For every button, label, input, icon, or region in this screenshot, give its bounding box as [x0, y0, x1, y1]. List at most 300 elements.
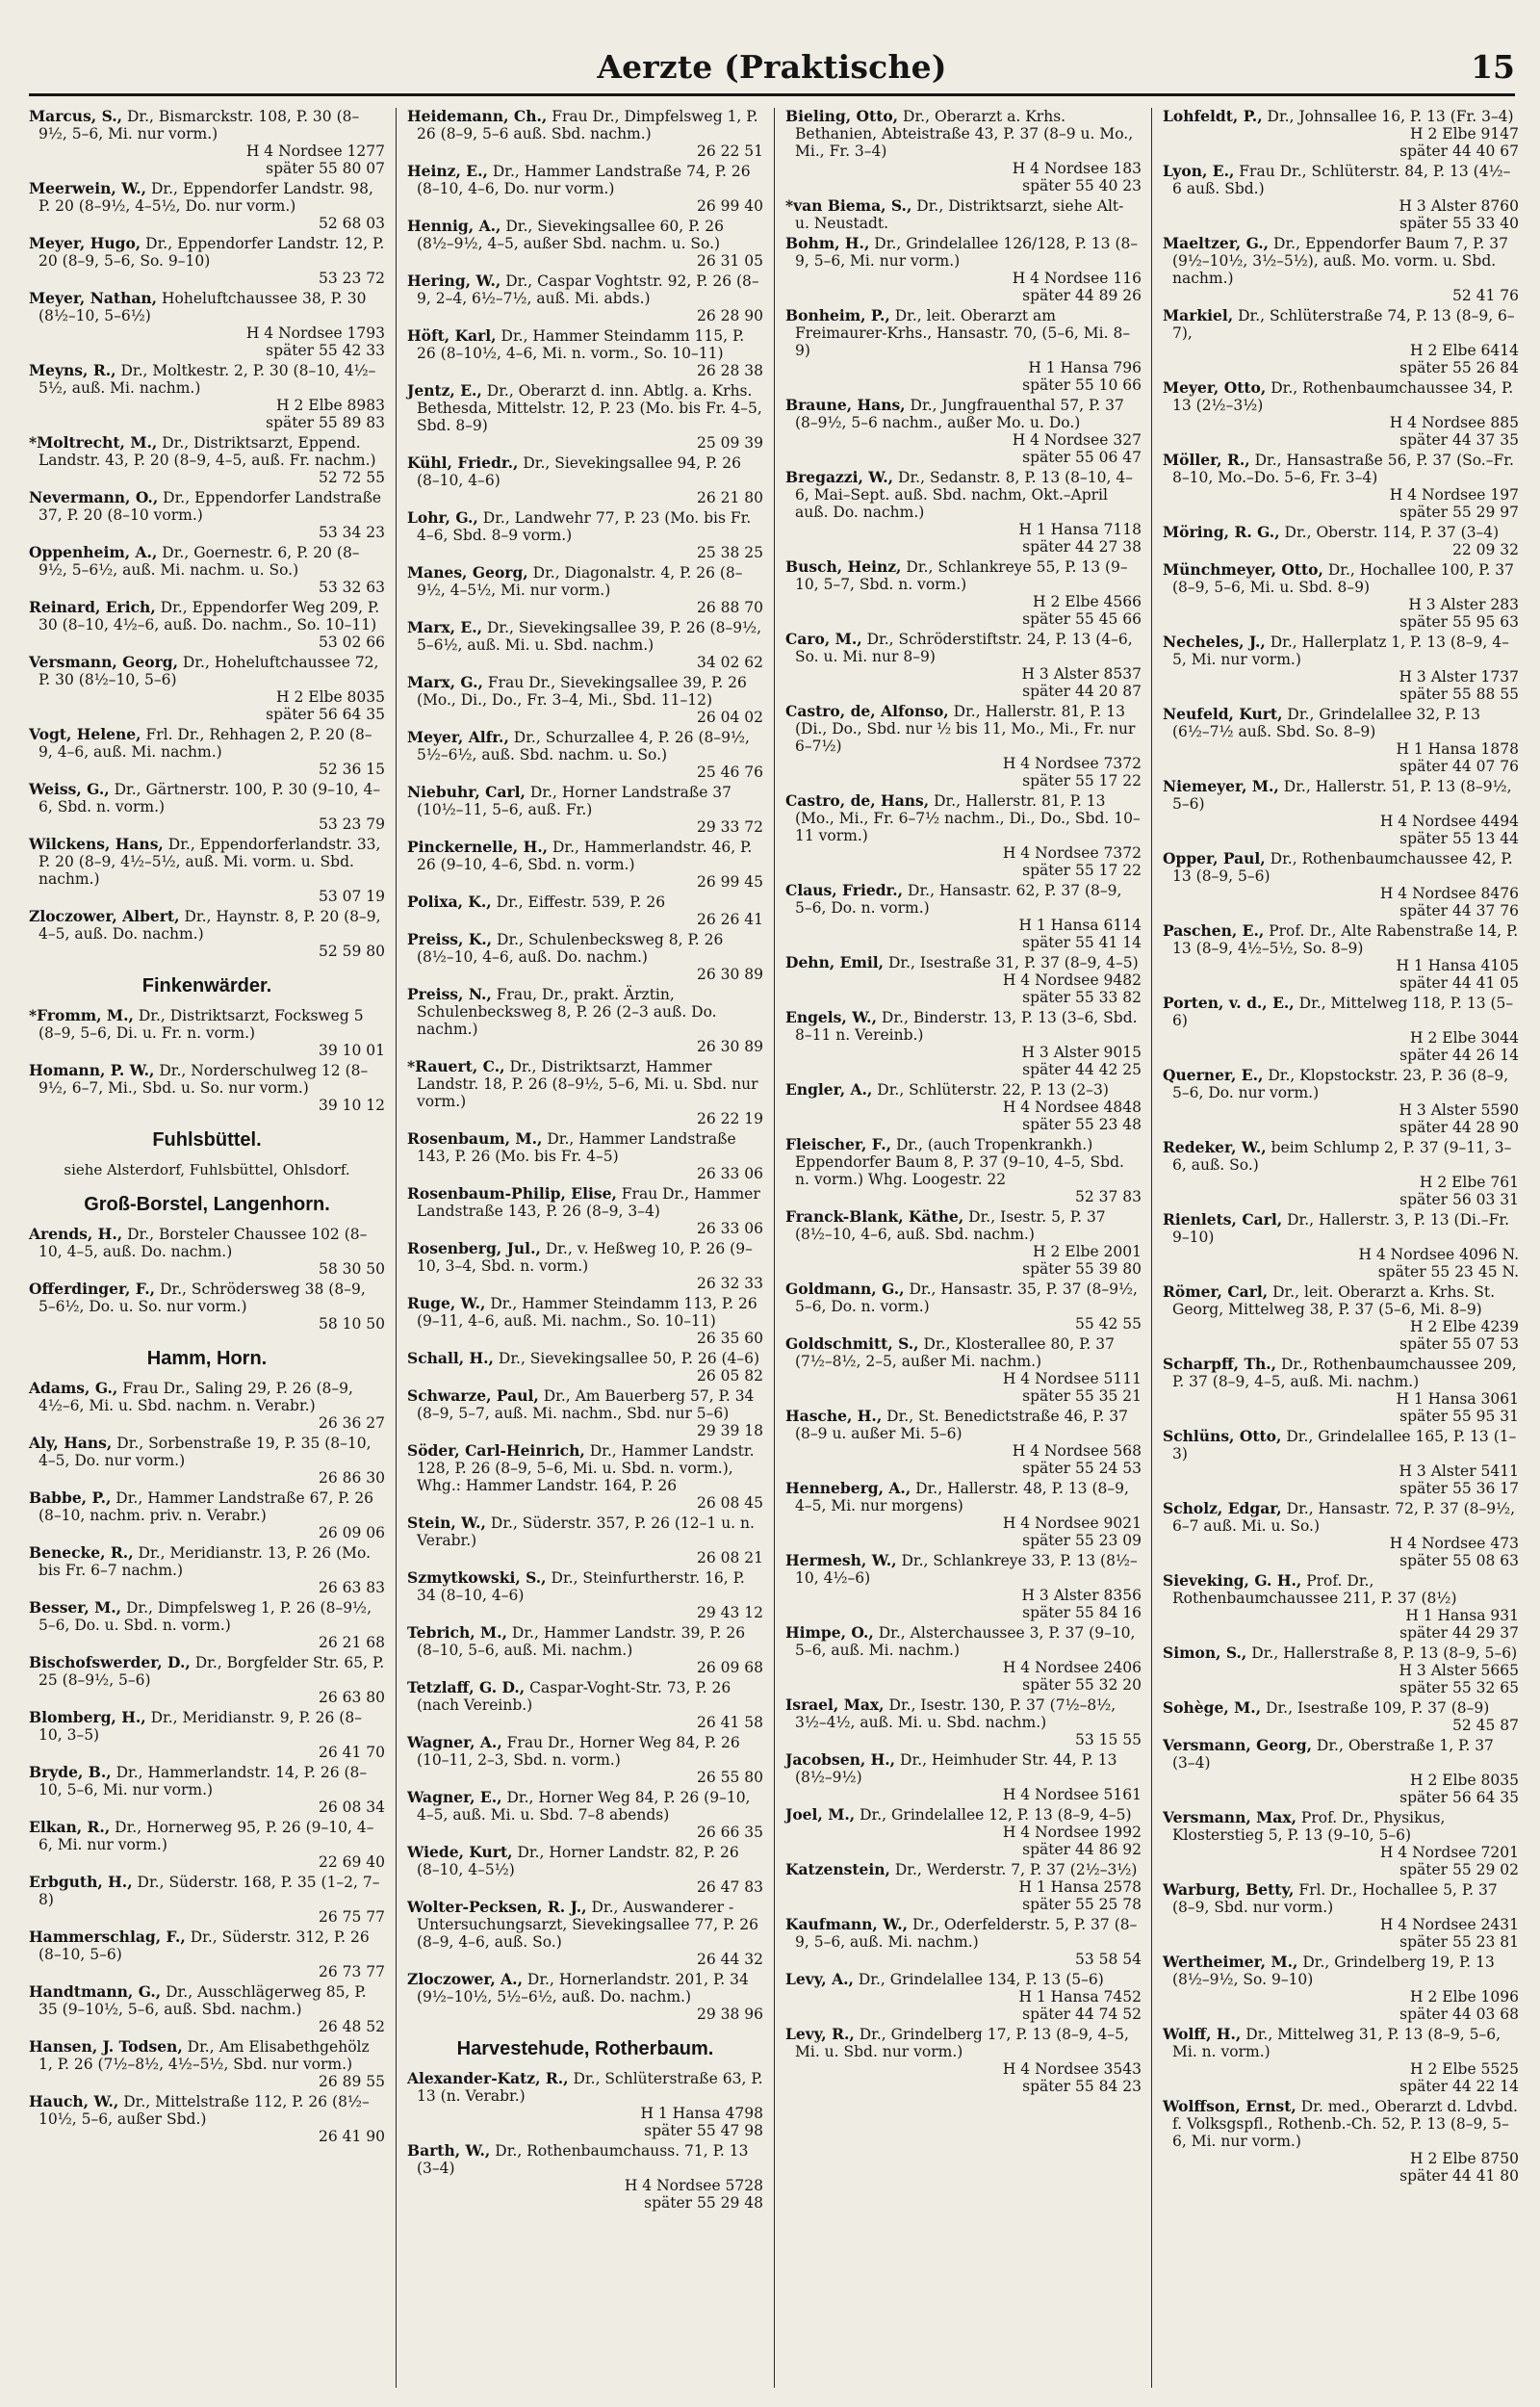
- practice-details: Dr., Grindelallee 32, P. 13 (6½–7½ auß. Sbd. So. 8–9): [1172, 706, 1485, 740]
- practice-details: Dr., Isestraße 109, P. 37 (8–9): [1266, 1699, 1490, 1717]
- physician-name: Henneberg, A.,: [785, 1479, 911, 1497]
- physician-name: Versmann, Georg,: [29, 653, 178, 671]
- directory-entry: [785, 1552, 1142, 1621]
- phone-number: 26 32 33: [696, 1275, 763, 1292]
- practice-details: Dr., Schurzallee 4, P. 26 (8–9½, 5½–6½, auß. Sbd. nachm. u. So.): [417, 729, 755, 764]
- practice-details: Dr., Grindelallee 165, P. 13 (1–3): [1172, 1428, 1517, 1462]
- phone-number: später 55 36 17: [1399, 1480, 1519, 1497]
- physician-name: Preiss, K.,: [407, 930, 493, 948]
- phone-number: später 44 27 38: [1022, 538, 1142, 556]
- phone-number: H 1 Hansa 1878: [1396, 740, 1519, 758]
- phone-number: später 55 13 44: [1399, 830, 1519, 847]
- phone-number: H 2 Elbe 8750: [1410, 2150, 1519, 2167]
- physician-name: Wolter-Pecksen, R. J.,: [407, 1898, 587, 1916]
- practice-details: Dr., Moltkestr. 2, P. 30 (8–10, 4½–5½, auß. Mi. nachm.): [38, 362, 376, 397]
- practice-details: Dr., Hammer Landstraße 67, P. 26 (8–10, nachm. priv. n. Verabr.): [38, 1489, 378, 1524]
- section-heading: Finkenwärder.: [141, 975, 272, 996]
- phone-number: später 55 95 63: [1399, 613, 1519, 631]
- physician-name: Hauch, W.,: [29, 2092, 119, 2110]
- practice-details: Dr., Schlankreye 55, P. 13 (9–10, 5–7, Sbd. n. vorm.): [795, 558, 1128, 593]
- directory-entry: [29, 1435, 385, 1487]
- phone-number: H 4 Nordsee 568: [1012, 1442, 1142, 1460]
- physician-name: Marx, E.,: [407, 618, 483, 636]
- directory-entry: [785, 1408, 1142, 1477]
- physician-name: Bregazzi, W.,: [785, 468, 894, 486]
- phone-number: später 55 06 47: [1022, 449, 1142, 466]
- column-divider: [1151, 108, 1152, 2388]
- directory-entry: [1163, 452, 1519, 521]
- practice-details: Dr., Am Bauerberg 57, P. 34 (8–9, 5–7, auß. Mi. nachm., Sbd. nur 5–6): [417, 1387, 759, 1422]
- practice-details: Dr., Rothenbaumchaussee 42, P. 13 (8–9, 5–6): [1172, 850, 1518, 885]
- phone-number: H 1 Hansa 2578: [1018, 1878, 1142, 1896]
- practice-details: Frl. Dr., Hochallee 5, P. 37 (8–9, Sbd. nur vorm.): [1172, 1881, 1502, 1916]
- directory-entry: [407, 1058, 763, 1127]
- physician-name: Möring, R. G.,: [1163, 523, 1280, 541]
- phone-number: später 44 41 05: [1399, 974, 1519, 992]
- practice-details: Dr., Schlüterstr. 22, P. 13 (2–3): [877, 1081, 1109, 1099]
- phone-number: 53 07 19: [318, 888, 385, 905]
- practice-details: Dr., Steinfurtherstr. 16, P. 34 (8–10, 4–6): [417, 1569, 750, 1604]
- practice-details: Dr., Hammer Landstr. 39, P. 26 (8–10, 5–6, auß. Mi. nachm.): [417, 1624, 751, 1659]
- practice-details: Dr., Schulenbecksweg 8, P. 26 (8½–10, 4–6, auß. Do. nachm.): [417, 931, 729, 966]
- phone-number: 52 72 55: [318, 469, 385, 486]
- phone-number: H 2 Elbe 8035: [1410, 1772, 1519, 1789]
- practice-details: Dr., leit. Oberarzt a. Krhs. St. Georg, Mittelweg 38, P. 37 (5–6, Mi. 8–9): [1172, 1283, 1500, 1318]
- practice-details: Dr., Mittelweg 31, P. 13 (8–9, 5–6, Mi. n. vorm.): [1172, 2026, 1505, 2060]
- phone-number: später 44 03 68: [1399, 2006, 1519, 2023]
- physician-name: Hennig, A.,: [407, 217, 501, 235]
- phone-number: später 55 39 80: [1022, 1260, 1142, 1278]
- physician-name: Neufeld, Kurt,: [1163, 705, 1283, 723]
- phone-number: 26 88 70: [696, 599, 763, 616]
- directory-entry: [29, 599, 385, 651]
- directory-entry: [785, 882, 1142, 951]
- phone-number: später 55 29 97: [1399, 504, 1519, 521]
- phone-number: H 4 Nordsee 9482: [1002, 971, 1142, 989]
- phone-number: H 4 Nordsee 5111: [1002, 1370, 1142, 1387]
- practice-details: Dr., Eppendorferlandstr. 33, P. 20 (8–9, 4½–5½, auß. Mi. vorm. u. Sbd. nachm.): [38, 836, 386, 888]
- physician-name: Goldmann, G.,: [785, 1280, 905, 1298]
- phone-number: H 1 Hansa 3061: [1396, 1390, 1519, 1408]
- physician-name: Kühl, Friedr.,: [407, 453, 519, 472]
- phone-number: 52 45 87: [1451, 1717, 1519, 1734]
- physician-name: Meyer, Alfr.,: [407, 728, 509, 746]
- physician-name: Manes, Georg,: [407, 563, 528, 582]
- physician-name: Meyer, Otto,: [1163, 378, 1267, 397]
- directory-entry: [407, 1350, 763, 1385]
- phone-number: H 2 Elbe 5525: [1410, 2060, 1519, 2078]
- physician-name: Rosenberg, Jul.,: [407, 1239, 541, 1257]
- directory-columns: [29, 107, 1524, 2388]
- physician-name: Hering, W.,: [407, 272, 501, 290]
- physician-name: Bischofswerder, D.,: [29, 1653, 191, 1671]
- phone-number: 55 42 55: [1074, 1315, 1142, 1333]
- physician-name: Claus, Friedr.,: [785, 881, 904, 899]
- phone-number: 52 68 03: [318, 215, 385, 232]
- phone-number: später 55 32 20: [1022, 1676, 1142, 1694]
- directory-entry: [29, 1709, 385, 1761]
- phone-number: H 4 Nordsee 5161: [1002, 1786, 1142, 1803]
- phone-number: 39 10 01: [318, 1042, 385, 1059]
- phone-number: später 55 35 21: [1022, 1387, 1142, 1405]
- phone-number: H 4 Nordsee 1992: [1002, 1824, 1142, 1841]
- phone-number: 26 36 27: [318, 1414, 385, 1432]
- practice-details: Dr., Gärtnerstr. 100, P. 30 (9–10, 4–6, Sbd. n. vorm.): [38, 781, 381, 815]
- practice-details: Dr., (auch Tropenkrankh.) Eppendorfer Baum 8, P. 37 (9–10, 4–5, Sbd. n. vorm.) Whg. Loogestr. 22: [795, 1136, 1129, 1188]
- physician-name: Hansen, J. Todsen,: [29, 2037, 183, 2056]
- physician-name: Franck-Blank, Käthe,: [785, 1207, 964, 1226]
- phone-number: später 55 23 45 N.: [1377, 1263, 1519, 1281]
- phone-number: 26 55 80: [696, 1769, 763, 1786]
- practice-details: Frau Dr., Dimpfelsweg 1, P. 26 (8–9, 5–6 auß. Sbd. nachm.): [417, 108, 763, 142]
- practice-details: Dr., Rothenbaumchaussee 34, P. 13 (2½–3½): [1172, 379, 1519, 414]
- physician-name: Stein, W.,: [407, 1514, 486, 1532]
- physician-name: Lyon, E.,: [1163, 162, 1235, 180]
- physician-name: Tetzlaff, G. D.,: [407, 1678, 526, 1696]
- physician-name: Nevermann, O.,: [29, 488, 159, 506]
- practice-details: Dr., Grindelberg 17, P. 13 (8–9, 4–5, Mi. u. Sbd. nur vorm.): [795, 2026, 1134, 2060]
- phone-number: H 2 Elbe 8035: [276, 688, 385, 706]
- practice-details: Dr., Hammer Landstraße 143, P. 26 (Mo. bis Fr. 4–5): [417, 1130, 741, 1165]
- practice-details: Dr., Schlüterstraße 63, P. 13 (n. Verabr.): [417, 2070, 768, 2105]
- physician-name: Zloczower, Albert,: [29, 907, 180, 925]
- practice-details: Dr., Eiffestr. 539, P. 26: [496, 893, 666, 911]
- practice-details: Dr., Jungfrauenthal 57, P. 37 (8–9½, 5–6 nachm., außer Mo. u. Do.): [795, 397, 1129, 431]
- phone-number: später 55 10 66: [1022, 376, 1142, 394]
- physician-name: Versmann, Georg,: [1163, 1736, 1312, 1754]
- physician-name: Hasche, H.,: [785, 1407, 883, 1425]
- phone-number: 26 48 52: [318, 2018, 385, 2035]
- phone-number: H 3 Alster 5590: [1399, 1101, 1519, 1119]
- physician-name: Hammerschlag, F.,: [29, 1928, 186, 1946]
- directory-entry: [785, 235, 1142, 304]
- phone-number: später 55 29 02: [1399, 1861, 1519, 1878]
- phone-number: 26 89 55: [318, 2073, 385, 2090]
- practice-details: Caspar-Voght-Str. 73, P. 26 (nach Vereinb.): [417, 1679, 736, 1714]
- physician-name: Blomberg, H.,: [29, 1708, 146, 1726]
- directory-entry: [785, 1335, 1142, 1405]
- physician-name: Joel, M.,: [785, 1805, 856, 1824]
- phone-number: 26 30 89: [696, 966, 763, 983]
- practice-details: Dr., Hoheluftchaussee 72, P. 30 (8½–10, 5–6): [38, 654, 384, 688]
- phone-number: H 2 Elbe 4239: [1410, 1318, 1519, 1335]
- physician-name: Besser, M.,: [29, 1598, 122, 1617]
- practice-details: Dr., Hammerlandstr. 14, P. 26 (8–10, 5–6, Mi. nur vorm.): [38, 1764, 368, 1799]
- practice-details: Dr., Eppendorfer Weg 209, P. 30 (8–10, 4½–6, auß. Do. nachm., So. 10–11): [38, 599, 385, 634]
- phone-number: 26 41 58: [696, 1714, 763, 1731]
- phone-number: später 44 86 92: [1022, 1841, 1142, 1858]
- directory-entry: [1163, 1644, 1519, 1696]
- directory-entry: [29, 234, 390, 287]
- phone-number: H 4 Nordsee 5728: [624, 2177, 763, 2194]
- physician-name: Goldschmitt, S.,: [785, 1334, 919, 1353]
- physician-name: Preiss, N.,: [407, 985, 492, 1003]
- header-rule: [29, 93, 1515, 96]
- directory-entry: [1163, 1699, 1519, 1734]
- directory-entry: [407, 1185, 763, 1237]
- directory-entry: [785, 397, 1142, 466]
- physician-name: Handtmann, G.,: [29, 1982, 162, 2001]
- directory-entry: [407, 564, 763, 616]
- phone-number: 26 63 80: [318, 1689, 385, 1706]
- practice-details: Dr., Hansastr. 72, P. 37 (8–9½, 6–7 auß. Mi. u. So.): [1172, 1500, 1521, 1535]
- directory-entry: [29, 1062, 385, 1114]
- practice-details: Dr., Sievekingsallee 39, P. 26 (8–9½, 5–6½, auß. Mi. u. Sbd. nachm.): [417, 619, 766, 654]
- physician-name: Hermesh, W.,: [785, 1551, 897, 1569]
- directory-entry: [785, 469, 1142, 556]
- directory-entry: [1163, 995, 1519, 1064]
- practice-details: Dr., Alsterchaussee 3, P. 37 (9–10, 5–6, auß. Mi. nachm.): [795, 1624, 1141, 1659]
- physician-name: Reinard, Erich,: [29, 598, 156, 616]
- physician-name: Barth, W.,: [407, 2141, 491, 2160]
- physician-name: Bohm, H.,: [785, 234, 870, 252]
- phone-number: 29 33 72: [696, 818, 763, 836]
- physician-name: Bonheim, P.,: [785, 306, 890, 324]
- practice-details: Dr., Hallerstr. 48, P. 13 (8–9, 4–5, Mi. nur morgens): [795, 1480, 1134, 1514]
- directory-entry: [1163, 1355, 1522, 1425]
- directory-entry: [1163, 706, 1519, 775]
- phone-number: H 2 Elbe 4566: [1033, 593, 1142, 610]
- physician-name: Maeltzer, G.,: [1163, 234, 1270, 252]
- phone-number: H 4 Nordsee 2431: [1379, 1916, 1519, 1933]
- phone-number: später 56 03 31: [1399, 1191, 1519, 1208]
- physician-name: Kaufmann, W.,: [785, 1915, 909, 1933]
- directory-entry: [29, 489, 385, 541]
- phone-number: H 4 Nordsee 885: [1389, 414, 1519, 431]
- directory-entry: [1163, 1500, 1519, 1569]
- directory-entry: [1163, 108, 1519, 160]
- directory-entry: [1163, 1067, 1519, 1136]
- directory-entry: [407, 1734, 763, 1786]
- section-heading: Harvestehude, Rotherbaum.: [456, 2038, 714, 2059]
- phone-number: 26 28 38: [696, 362, 763, 379]
- practice-details: Dr., Mittelstraße 112, P. 26 (8½–10½, 5–6, außer Sbd.): [38, 2093, 370, 2128]
- physician-name: *Fromm, M.,: [29, 1006, 134, 1024]
- practice-details: Dr., Isestr. 5, P. 37 (8½–10, 4–6, auß. Sbd. nachm.): [795, 1208, 1111, 1243]
- physician-name: Warburg, Betty,: [1163, 1880, 1295, 1899]
- directory-entry: [407, 784, 763, 836]
- practice-details: Dr., Hochallee 100, P. 37 (8–9, 5–6, Mi. u. Sbd. 8–9): [1172, 561, 1519, 596]
- phone-number: später 55 23 48: [1022, 1116, 1142, 1133]
- phone-number: H 4 Nordsee 4494: [1379, 813, 1519, 830]
- practice-details: Dr., Borsteler Chaussee 102 (8–10, 4–5, auß. Do. nachm.): [38, 1226, 368, 1260]
- physician-name: Scharpff, Th.,: [1163, 1355, 1277, 1373]
- directory-entry: [29, 1226, 385, 1278]
- phone-number: H 3 Alster 283: [1408, 596, 1519, 613]
- phone-number: 26 08 45: [696, 1494, 763, 1512]
- physician-name: Himpe, O.,: [785, 1623, 874, 1642]
- phone-number: 52 59 80: [318, 943, 385, 960]
- physician-name: Söder, Carl-Heinrich,: [407, 1441, 585, 1460]
- phone-number: H 2 Elbe 2001: [1033, 1243, 1142, 1260]
- phone-number: später 55 84 23: [1022, 2078, 1142, 2095]
- section-note: siehe Alsterdorf, Fuhlsbüttel, Ohlsdorf.: [64, 1161, 350, 1178]
- practice-details: Dr., Sedanstr. 8, P. 13 (8–10, 4–6, Mai–Sept. auß. Sbd. nachm, Okt.–April auß. Do. nachm.): [795, 469, 1133, 521]
- practice-details: Dr., Meridianstr. 13, P. 26 (Mo. bis Fr. 6–7 nachm.): [38, 1544, 375, 1579]
- practice-details: Dr., Eppendorfer Landstr. 12, P. 20 (8–9, 5–6, So. 9–10): [38, 235, 390, 270]
- practice-details: Dr., Diagonalstr. 4, P. 26 (8–9½, 4–5½, Mi. nur vorm.): [417, 564, 743, 599]
- phone-number: H 1 Hansa 7452: [1018, 1988, 1142, 2006]
- phone-number: 26 66 35: [696, 1824, 763, 1841]
- phone-number: später 55 41 14: [1022, 934, 1142, 951]
- phone-number: später 55 89 83: [266, 414, 385, 431]
- directory-entry: [29, 362, 385, 431]
- practice-details: Dr., Horner Landstraße 37 (10½–11, 5–6, auß. Fr.): [417, 784, 736, 818]
- practice-details: Dr., Hornerweg 95, P. 26 (9–10, 4–6, Mi. nur vorm.): [38, 1819, 374, 1853]
- phone-number: 25 09 39: [696, 434, 763, 452]
- physician-name: Oppenheim, A.,: [29, 543, 158, 561]
- physician-name: Pinckernelle, H.,: [407, 838, 549, 856]
- practice-details: Dr., Norderschulweg 12 (8–9½, 6–7, Mi., Sbd. u. So. nur vorm.): [38, 1062, 369, 1097]
- phone-number: H 4 Nordsee 4096 N.: [1358, 1246, 1519, 1263]
- practice-details: Dr., Am Elisabethgehölz 1, P. 26 (7½–8½, 4½–5½, Sbd. nur vorm.): [38, 2038, 374, 2073]
- directory-entry: [1163, 307, 1519, 376]
- directory-entry: [29, 908, 385, 960]
- phone-number: 26 30 89: [696, 1038, 763, 1055]
- physician-name: Offerdinger, F.,: [29, 1280, 156, 1298]
- phone-number: 26 26 41: [696, 911, 763, 928]
- directory-entry: [1163, 1737, 1519, 1806]
- directory-entry: [407, 1971, 763, 2023]
- phone-number: später 55 88 55: [1399, 686, 1519, 703]
- physician-name: Lohr, G.,: [407, 508, 478, 527]
- phone-number: 26 22 51: [696, 142, 763, 160]
- physician-name: Möller, R.,: [1163, 451, 1250, 469]
- phone-number: H 4 Nordsee 116: [1012, 270, 1142, 287]
- directory-entry: [407, 272, 763, 324]
- phone-number: H 4 Nordsee 4848: [1002, 1099, 1142, 1116]
- directory-entry: [1163, 850, 1519, 919]
- phone-number: H 2 Elbe 3044: [1410, 1029, 1519, 1047]
- physician-name: Wolffson, Ernst,: [1163, 2097, 1296, 2115]
- physician-name: Paschen, E.,: [1163, 921, 1265, 940]
- practice-details: Dr., St. Benedictstraße 46, P. 37 (8–9 u. außer Mi. 5–6): [795, 1408, 1133, 1442]
- directory-entry: [29, 434, 385, 486]
- practice-details: Dr., Heimhuder Str. 44, P. 13 (8½–9½): [795, 1751, 1122, 1786]
- phone-number: 26 08 34: [318, 1799, 385, 1816]
- practice-details: Dr., Rothenbaumchaussee 209, P. 37 (8–9, 4–5, auß. Mi. nachm.): [1172, 1356, 1522, 1390]
- practice-details: Dr., v. Heßweg 10, P. 26 (9–10, 3–4, Sbd. n. vorm.): [417, 1240, 753, 1275]
- directory-entry: [1163, 1809, 1519, 1878]
- physician-name: Caro, M.,: [785, 630, 862, 648]
- phone-number: später 55 23 81: [1399, 1933, 1519, 1951]
- phone-number: später 55 29 48: [644, 2194, 763, 2212]
- phone-number: 26 04 02: [696, 709, 763, 726]
- phone-number: später 55 17 22: [1022, 772, 1142, 789]
- practice-details: Dr., Hallerstr. 3, P. 13 (Di.–Fr. 9–10): [1172, 1211, 1514, 1246]
- phone-number: 53 32 63: [318, 579, 385, 596]
- physician-name: Sieveking, G. H.,: [1163, 1571, 1302, 1590]
- column-4: [1163, 107, 1524, 2388]
- phone-number: 26 09 06: [318, 1524, 385, 1541]
- physician-name: Niemeyer, M.,: [1163, 777, 1279, 795]
- directory-entry: [407, 2142, 763, 2212]
- physician-name: Bryde, B.,: [29, 1763, 112, 1781]
- phone-number: 53 02 66: [318, 634, 385, 651]
- directory-entry: [407, 1679, 763, 1731]
- physician-name: Homann, P. W.,: [29, 1061, 155, 1079]
- physician-name: Benecke, R.,: [29, 1543, 134, 1562]
- phone-number: später 44 29 37: [1399, 1624, 1519, 1642]
- practice-details: Frau Dr., Schlüterstr. 84, P. 13 (4½–6 auß. Sbd.): [1172, 163, 1511, 197]
- phone-number: H 1 Hansa 7118: [1018, 521, 1142, 538]
- phone-number: 26 21 68: [318, 1634, 385, 1651]
- physician-name: Meyer, Nathan,: [29, 289, 158, 307]
- practice-details: Dr., Oderfelderstr. 5, P. 37 (8–9, 5–6, auß. Mi. nachm.): [795, 1916, 1138, 1951]
- phone-number: H 2 Elbe 8983: [276, 397, 385, 414]
- practice-details: Dr., Süderstr. 312, P. 26 (8–10, 5–6): [38, 1928, 374, 1963]
- physician-name: Niebuhr, Carl,: [407, 783, 526, 801]
- practice-details: Dr., Horner Landstr. 82, P. 26 (8–10, 4–5½): [417, 1844, 744, 1878]
- physician-name: Israel, Max,: [785, 1695, 885, 1714]
- physician-name: Wagner, A.,: [407, 1733, 502, 1751]
- practice-details: Dr., Johnsallee 16, P. 13 (Fr. 3–4): [1267, 108, 1514, 125]
- practice-details: Dr., Oberstraße 1, P. 37 (3–4): [1172, 1737, 1499, 1772]
- phone-number: 26 33 06: [696, 1220, 763, 1237]
- phone-number: später 55 25 78: [1022, 1896, 1142, 1913]
- physician-name: Ruge, W.,: [407, 1294, 486, 1312]
- phone-number: 26 28 90: [696, 307, 763, 324]
- phone-number: 34 02 62: [696, 654, 763, 671]
- phone-number: H 1 Hansa 6114: [1018, 917, 1142, 934]
- phone-number: 58 30 50: [318, 1260, 385, 1278]
- directory-entry: [29, 781, 385, 833]
- practice-details: Dr., Hallerplatz 1, P. 13 (8–9, 4–5, Mi. nur vorm.): [1172, 634, 1509, 668]
- directory-entry: [1163, 1572, 1519, 1642]
- directory-entry: [29, 1489, 385, 1541]
- practice-details: Dr., Ausschlägerweg 85, P. 35 (9–10½, 5–6, auß. Sbd. nachm.): [38, 1983, 372, 2018]
- directory-entry: [29, 1380, 385, 1432]
- directory-entry: [785, 703, 1142, 789]
- phone-number: H 3 Alster 1737: [1399, 668, 1519, 686]
- phone-number: H 4 Nordsee 1277: [245, 142, 385, 160]
- physician-name: Heidemann, Ch.,: [407, 107, 548, 125]
- physician-name: Simon, S.,: [1163, 1643, 1247, 1662]
- phone-number: später 55 24 53: [1022, 1460, 1142, 1477]
- practice-details: Dr., Hammer Landstraße 74, P. 26 (8–10, 4–6, Do. nur vorm.): [417, 163, 756, 197]
- directory-entry: [29, 290, 385, 359]
- practice-details: Dr., Distriktsarzt, Eppend. Landstr. 43, P. 20 (8–9, 4–5, auß. Fr. nachm.): [38, 434, 376, 469]
- phone-number: 39 10 12: [318, 1097, 385, 1114]
- directory-entry: [407, 1844, 763, 1896]
- column-divider: [396, 108, 397, 2388]
- phone-number: H 4 Nordsee 9021: [1002, 1514, 1142, 1532]
- physician-name: Castro, de, Hans,: [785, 791, 930, 810]
- physician-name: Marcus, S.,: [29, 107, 123, 125]
- phone-number: später 44 07 76: [1399, 758, 1519, 775]
- practice-details: Dr., Grindelallee 12, P. 13 (8–9, 4–5): [860, 1806, 1132, 1824]
- phone-number: H 3 Alster 9015: [1021, 1044, 1142, 1061]
- practice-details: Frau Dr., Hammer Landstraße 143, P. 26 (8–9, 3–4): [417, 1185, 765, 1220]
- physician-name: Aly, Hans,: [29, 1434, 113, 1452]
- directory-entry: [407, 1295, 763, 1347]
- phone-number: H 3 Alster 8537: [1021, 665, 1142, 683]
- practice-details: Dr., Schlüterstraße 74, P. 13 (8–9, 6–7),: [1172, 307, 1515, 342]
- phone-number: 26 35 60: [696, 1330, 763, 1347]
- phone-number: H 2 Elbe 6414: [1410, 342, 1519, 359]
- directory-entry: [785, 1806, 1142, 1858]
- practice-details: Dr., Sievekingsallee 50, P. 26 (4–6): [498, 1350, 760, 1367]
- physician-name: Adams, G.,: [29, 1379, 118, 1397]
- physician-name: Fleischer, F.,: [785, 1135, 892, 1153]
- directory-entry: [785, 1009, 1142, 1078]
- directory-entry: [29, 1819, 385, 1871]
- phone-number: 29 39 18: [696, 1422, 763, 1439]
- physician-name: Zloczower, A.,: [407, 1970, 523, 1988]
- directory-entry: [407, 509, 763, 561]
- practice-details: Dr., Oberarzt a. Krhs. Bethanien, Abteistraße 43, P. 37 (8–9 u. Mo., Mi., Fr. 3–4): [795, 108, 1139, 160]
- physician-name: Dehn, Emil,: [785, 953, 885, 971]
